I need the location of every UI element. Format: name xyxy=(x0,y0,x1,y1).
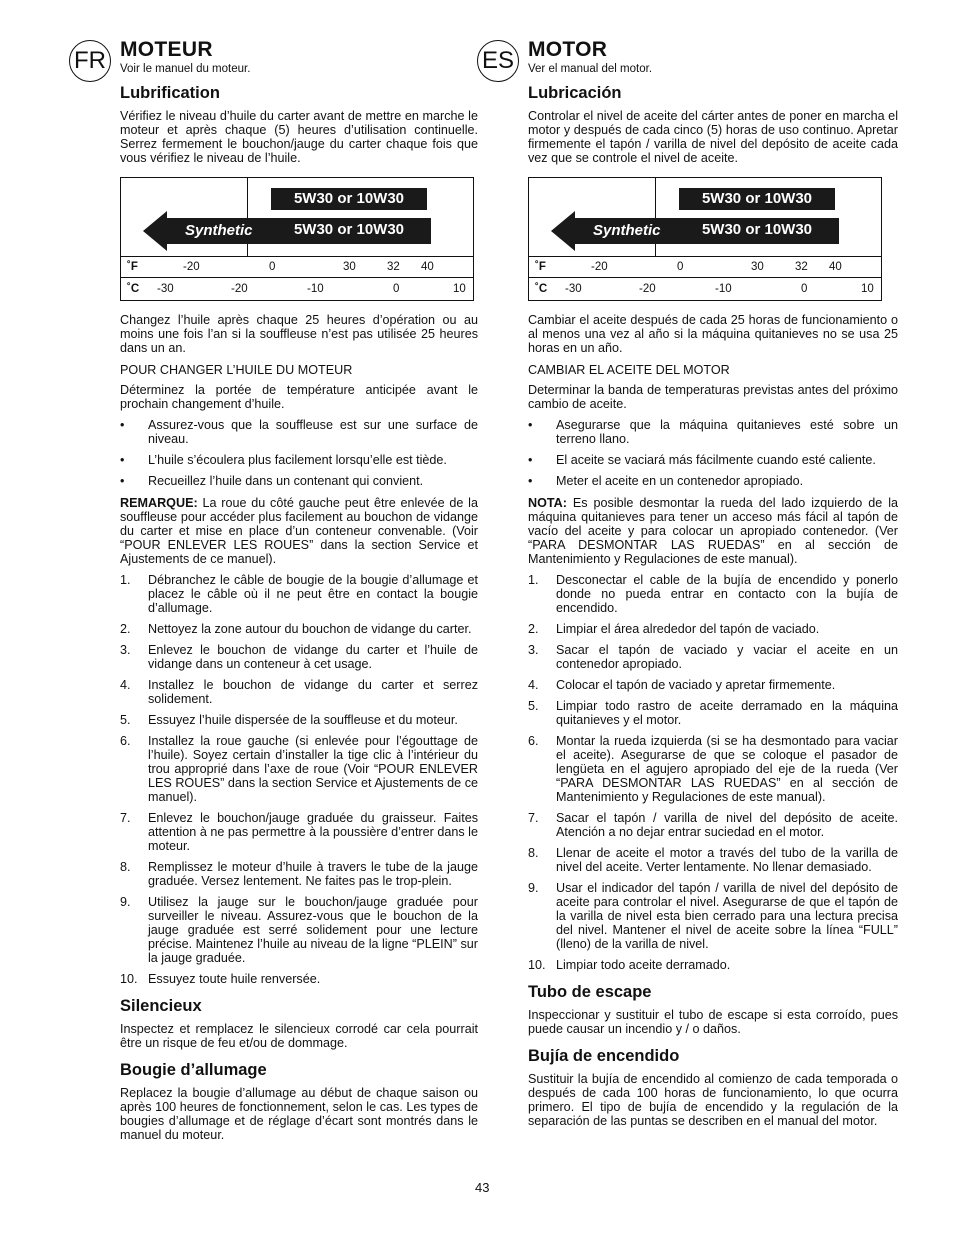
f-tick: 0 xyxy=(677,261,684,273)
scale-row-divider xyxy=(121,277,473,278)
french-column xyxy=(120,38,478,1142)
step-text: Enlevez le bouchon de vidange du carter et l’huile de vidange dans un conteneur à cet usage. xyxy=(148,643,478,671)
list-item xyxy=(528,811,898,839)
chart-divider xyxy=(247,178,248,256)
c-tick: 10 xyxy=(861,283,874,295)
list-item xyxy=(528,881,898,951)
section-title: MOTEUR xyxy=(120,38,213,61)
note-paragraph xyxy=(120,496,478,566)
f-tick: 0 xyxy=(269,261,276,273)
lubrication-heading: Lubrification xyxy=(120,84,220,102)
lubrication-heading: Lubricación xyxy=(528,84,622,102)
list-item xyxy=(120,713,478,727)
list-item xyxy=(528,734,898,804)
list-item: • Recueillez l’huile dans un contenant qui convient. xyxy=(120,474,478,488)
list-item: • Meter el aceite en un contenedor apropiado. xyxy=(528,474,898,488)
step-number: 9. xyxy=(528,881,539,895)
step-number: 1. xyxy=(528,573,539,587)
synthetic-oil-grade-label: 5W30 or 10W30 xyxy=(679,219,835,241)
oil-grade-label: 5W30 or 10W30 xyxy=(679,188,835,210)
step-text: Sacar el tapón / varilla de nivel del depósito de aceite. Atención a no dejar entrar suciedad en el motor. xyxy=(556,811,898,839)
synthetic-label: Synthetic xyxy=(185,222,253,239)
temperature-paragraph: Determinar la banda de temperaturas previstas antes del próximo cambio de aceite. xyxy=(528,383,898,411)
synthetic-oil-grade-label: 5W30 or 10W30 xyxy=(271,219,427,241)
oil-change-heading: POUR CHANGER L’HUILE DU MOTEUR xyxy=(120,363,353,377)
list-item xyxy=(528,958,898,972)
step-text: Installez la roue gauche (si enlevée pour l’égouttage de l’huile). Soyez certain d’installer la tige clic à l’intérieur du trou approprié dans l’axe de roue (Voir “POUR ENLEVER LES ROUES” dans la section Service et Ajustements de ce manuel). xyxy=(148,734,478,804)
list-item: • L’huile s’écoulera plus facilement lorsqu’elle est tiède. xyxy=(120,453,478,467)
step-number: 8. xyxy=(120,860,131,874)
c-tick: 10 xyxy=(453,283,466,295)
preparation-list xyxy=(120,418,478,488)
step-number: 5. xyxy=(120,713,131,727)
list-item xyxy=(120,573,478,615)
oil-change-paragraph: Changez l’huile après chaque 25 heures d’opération ou au moins une fois l’an si la souffleuse n’est pas utilisée 25 heures dans un an. xyxy=(120,313,478,355)
oil-grade-label: 5W30 or 10W30 xyxy=(271,188,427,210)
step-number: 8. xyxy=(528,846,539,860)
note-text: La roue du côté gauche peut être enlevée de la souffleuse pour accéder plus facilement au bouchon de vidange du carter et mise en place d’un conteneur convenable. (Voir “POUR ENLEVER LES ROUES” dans la section Service et Ajustements de ce manuel). xyxy=(120,496,478,566)
note-label: NOTA: xyxy=(528,496,567,510)
section-subtitle: Ver el manual del motor. xyxy=(528,63,653,75)
oil-temperature-chart xyxy=(528,177,882,301)
step-text: Utilisez la jauge sur le bouchon/jauge graduée pour surveiller le niveau. Assurez-vous que le bouchon de la jauge graduée est serré solidement pour une lecture précise. Maintenez l’huile au niveau de la ligne “PLEIN” sur la jauge graduée. xyxy=(148,895,478,965)
f-tick: 40 xyxy=(421,261,434,273)
spark-plug-paragraph: Sustituir la bujía de encendido al comienzo de cada temporada o después de cada 100 horas de funcionamiento, lo que ocurra primero. El tipo de bujía de encendido y la regulación de la separación de las puntas se describen en el manual del motor. xyxy=(528,1072,898,1128)
temperature-paragraph: Déterminez la portée de température anticipée avant le prochain changement d’huile. xyxy=(120,383,478,411)
list-item xyxy=(528,678,898,692)
list-item: • Asegurarse que la máquina quitanieves esté sobre un terreno llano. xyxy=(528,418,898,446)
step-text: Installez le bouchon de vidange du carter et serrez solidement. xyxy=(148,678,478,706)
fahrenheit-unit: ˚F xyxy=(535,261,546,273)
list-item xyxy=(528,699,898,727)
step-number: 10. xyxy=(120,972,138,986)
page-number: 43 xyxy=(475,1180,490,1195)
note-text: Es posible desmontar la rueda del lado izquierdo de la máquina quitanieves para tener un acceso más fácil al tapón de vacío del aceite y para colocar un apropiado contenedor. (Ver “PARA DESMONTAR LAS RUEDAS” en al sección de Mantenimiento y Regulaciones de este manual). xyxy=(528,496,898,566)
c-tick: -30 xyxy=(565,283,582,295)
f-tick: 32 xyxy=(387,261,400,273)
c-tick: -10 xyxy=(715,283,732,295)
step-text: Colocar el tapón de vaciado y apretar firmemente. xyxy=(556,678,836,692)
c-tick: -20 xyxy=(231,283,248,295)
step-text: Débranchez le câble de bougie de la bougie d’allumage et placez le câble où il ne peut être en contact la bougie d’allumage. xyxy=(148,573,478,615)
preparation-list xyxy=(528,418,898,488)
step-text: Essuyez toute huile renversée. xyxy=(148,972,321,986)
note-label: REMARQUE: xyxy=(120,496,198,510)
synthetic-arrow-head xyxy=(143,211,167,251)
list-item xyxy=(120,811,478,853)
step-text: Sacar el tapón de vaciado y vaciar el aceite en un contenedor apropiado. xyxy=(556,643,898,671)
step-number: 5. xyxy=(528,699,539,713)
spark-plug-heading: Bujía de encendido xyxy=(528,1047,680,1065)
list-item xyxy=(528,622,898,636)
chart-divider xyxy=(655,178,656,256)
spanish-column xyxy=(528,38,898,1128)
oil-temperature-chart xyxy=(120,177,474,301)
step-number: 4. xyxy=(120,678,131,692)
c-tick: 0 xyxy=(393,283,400,295)
f-tick: -20 xyxy=(183,261,200,273)
step-number: 4. xyxy=(528,678,539,692)
step-text: Desconectar el cable de la bujía de encendido y ponerlo donde no pueda entrar en contacto con la bujía de encendido. xyxy=(556,573,898,615)
list-item: • Assurez-vous que la souffleuse est sur une surface de niveau. xyxy=(120,418,478,446)
step-text: Essuyez l’huile dispersée de la souffleuse et du moteur. xyxy=(148,713,458,727)
f-tick: 32 xyxy=(795,261,808,273)
list-item xyxy=(120,860,478,888)
oil-change-steps xyxy=(528,573,898,972)
celsius-unit: ˚C xyxy=(127,283,140,295)
step-text: Limpiar el área alrededor del tapón de vaciado. xyxy=(556,622,820,636)
list-item xyxy=(528,573,898,615)
step-text: Llenar de aceite el motor a través del tubo de la varilla de nivel del aceite. Verter lentamente. No llenar demasiado. xyxy=(556,846,898,874)
list-item xyxy=(120,643,478,671)
step-number: 10. xyxy=(528,958,546,972)
step-text: Nettoyez la zone autour du bouchon de vidange du carter. xyxy=(148,622,472,636)
step-text: Usar el indicador del tapón / varilla de nivel del depósito de aceite para controlar el nivel. Asegurarse de que el tapón de la varilla de nivel esta bien cerrado para una lectura precisa del nivel. Mantener el nivel de aceite sobre la línea “FULL” (lleno) de la varilla de nivel. xyxy=(556,881,898,951)
c-tick: 0 xyxy=(801,283,808,295)
spark-plug-paragraph: Replacez la bougie d’allumage au début de chaque saison ou après 100 heures de fonctionnement, selon le cas. Les types de bougies d’allumage et de réglage d’écart sont montrés dans le manuel du moteur. xyxy=(120,1086,478,1142)
language-badge-es: ES xyxy=(477,40,519,82)
fahrenheit-unit: ˚F xyxy=(127,261,138,273)
f-tick: 30 xyxy=(343,261,356,273)
step-text: Limpiar todo rastro de aceite derramado en la máquina quitanieves y el motor. xyxy=(556,699,898,727)
note-paragraph xyxy=(528,496,898,566)
oil-change-steps xyxy=(120,573,478,986)
list-item xyxy=(120,972,478,986)
c-tick: -10 xyxy=(307,283,324,295)
step-number: 2. xyxy=(528,622,539,636)
step-number: 6. xyxy=(120,734,131,748)
step-number: 1. xyxy=(120,573,131,587)
step-number: 3. xyxy=(528,643,539,657)
step-number: 2. xyxy=(120,622,131,636)
f-tick: -20 xyxy=(591,261,608,273)
oil-change-paragraph: Cambiar el aceite después de cada 25 horas de funcionamiento o al menos una vez al año si la máquina quitanieves no se usa 25 horas en un año. xyxy=(528,313,898,355)
synthetic-label: Synthetic xyxy=(593,222,661,239)
step-number: 6. xyxy=(528,734,539,748)
step-number: 9. xyxy=(120,895,131,909)
step-text: Limpiar todo aceite derramado. xyxy=(556,958,731,972)
lubrication-paragraph: Controlar el nivel de aceite del cárter antes de poner en marcha el motor y después de cada cinco (5) horas de uso continuo. Apretar firmemente el tapón / varilla de nivel del depósito de aceite cada vez que se controle el nivel de aceite. xyxy=(528,109,898,165)
lubrication-paragraph: Vérifiez le niveau d’huile du carter avant de mettre en marche le moteur et après chaque (5) heures d’utilisation continuelle. Serrez fermement le bouchon/jauge du carter chaque fois que vous vérifiez le niveau de l’huile. xyxy=(120,109,478,165)
step-text: Remplissez le moteur d’huile à travers le tube de la jauge graduée. Versez lentement. Ne faites pas le trop-plein. xyxy=(148,860,478,888)
c-tick: -20 xyxy=(639,283,656,295)
list-item xyxy=(528,846,898,874)
step-number: 7. xyxy=(120,811,131,825)
list-item xyxy=(528,643,898,671)
language-badge-fr: FR xyxy=(69,40,111,82)
list-item xyxy=(120,734,478,804)
synthetic-arrow-head xyxy=(551,211,575,251)
step-text: Enlevez le bouchon/jauge graduée du graisseur. Faites attention à ne pas permettre à la poussière d’entrer dans le moteur. xyxy=(148,811,478,853)
celsius-unit: ˚C xyxy=(535,283,548,295)
muffler-heading: Silencieux xyxy=(120,997,202,1015)
oil-change-heading: CAMBIAR EL ACEITE DEL MOTOR xyxy=(528,363,730,377)
list-item xyxy=(120,895,478,965)
list-item xyxy=(120,678,478,706)
f-tick: 40 xyxy=(829,261,842,273)
muffler-paragraph: Inspeccionar y sustituir el tubo de escape si esta corroído, pues puede causar un incendio y / o daños. xyxy=(528,1008,898,1036)
section-title: MOTOR xyxy=(528,38,608,61)
section-subtitle: Voir le manuel du moteur. xyxy=(120,63,251,75)
step-number: 7. xyxy=(528,811,539,825)
step-number: 3. xyxy=(120,643,131,657)
list-item: • El aceite se vaciará más fácilmente cuando esté caliente. xyxy=(528,453,898,467)
step-text: Montar la rueda izquierda (si se ha desmontado para vaciar el aceite). Asegurarse de que se coloque el pasador de lengüeta en el agujero apropiado del eje de la rueda (Ver “PARA DESMONTAR LAS RUEDAS” en al sección de Mantenimiento y Regulaciones de este manual). xyxy=(556,734,898,804)
muffler-heading: Tubo de escape xyxy=(528,983,652,1001)
muffler-paragraph: Inspectez et remplacez le silencieux corrodé car cela pourrait être un risque de feu et/ou de dommage. xyxy=(120,1022,478,1050)
list-item xyxy=(120,622,478,636)
c-tick: -30 xyxy=(157,283,174,295)
scale-row-divider xyxy=(529,277,881,278)
spark-plug-heading: Bougie d’allumage xyxy=(120,1061,267,1079)
f-tick: 30 xyxy=(751,261,764,273)
